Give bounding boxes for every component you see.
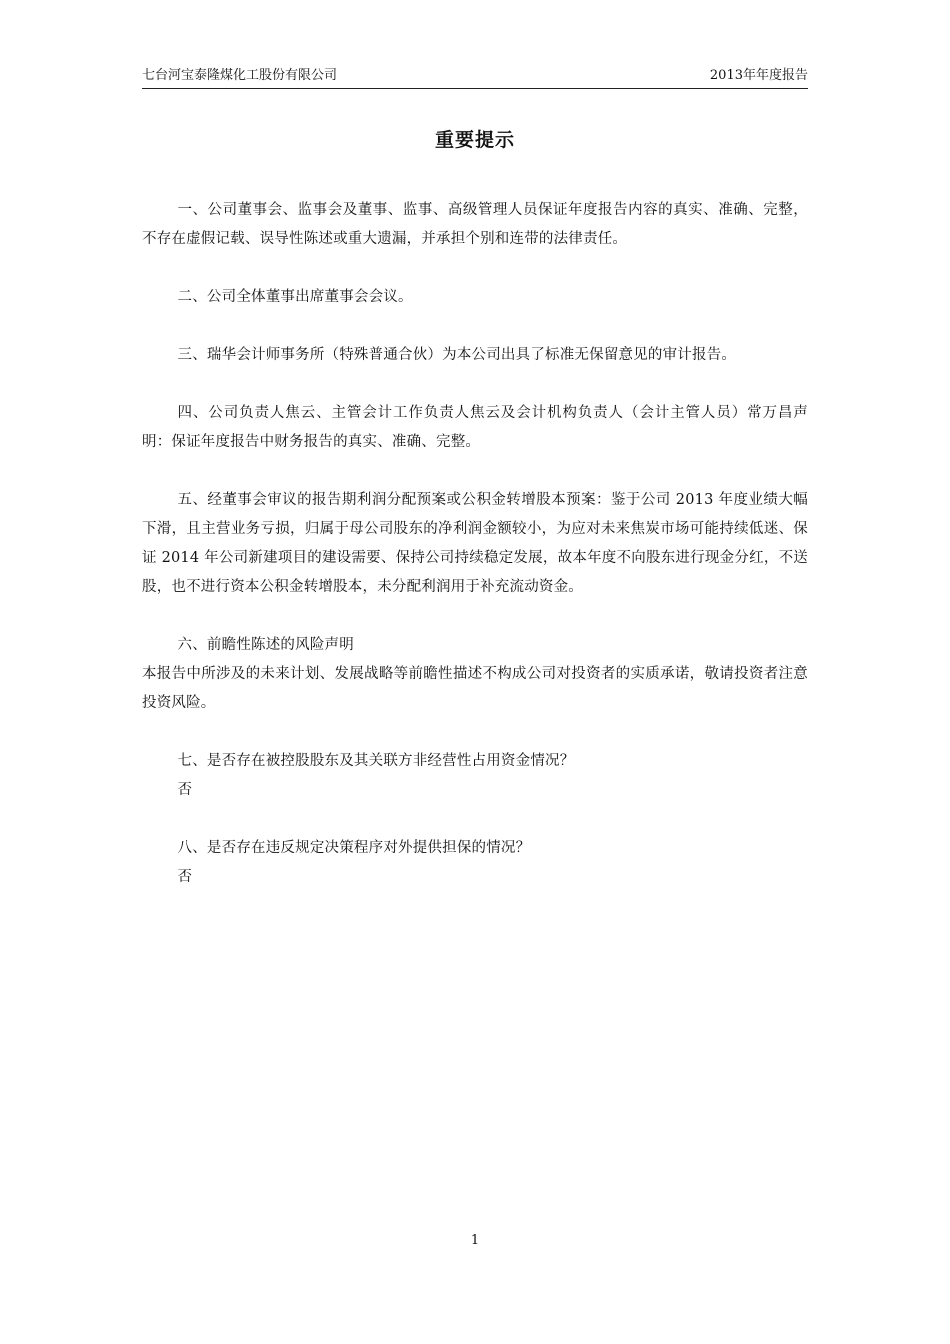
section-6-body: 本报告中所涉及的未来计划、发展战略等前瞻性描述不构成公司对投资者的实质承诺，敬请投资者注意投资风险。 — [142, 666, 808, 711]
section-2-attendance: 二、公司全体董事出席董事会会议。 — [177, 289, 413, 305]
section-6-title: 六、前瞻性陈述的风险声明 — [177, 637, 354, 653]
section-1-responsibility: 一、公司董事会、监事会及董事、监事、高级管理人员保证年度报告内容的真实、准确、完整，不存在虚假记载、误导性陈述或重大遗漏，并承担个别和连带的法律责任。 — [142, 202, 808, 247]
header-company-name: 七台河宝泰隆煤化工股份有限公司 — [142, 68, 338, 83]
section-7-question: 七、是否存在被控股股东及其关联方非经营性占用资金情况？ — [177, 753, 575, 769]
section-7-answer: 否 — [177, 782, 193, 798]
page-header — [142, 66, 808, 89]
section-8-answer: 否 — [177, 869, 193, 885]
section-5-profit-distribution: 五、经董事会审议的报告期利润分配预案或公积金转增股本预案：鉴于公司 2013 年度业绩大幅下滑，且主营业务亏损，归属于母公司股东的净利润金额较小，为应对未来焦炭市场可能持续低迷、保证 2014 年公司新建项目的建设需要、保持公司持续稳定发展，故本年度不向股东进行现金分红，不送股，也不进行资本公积金转增股本，未分配利润用于补充流动资金。 — [142, 492, 808, 595]
section-3-audit: 三、瑞华会计师事务所（特殊普通合伙）为本公司出具了标准无保留意见的审计报告。 — [177, 347, 737, 363]
section-8-question: 八、是否存在违反规定决策程序对外提供担保的情况？ — [177, 840, 531, 856]
document-body — [142, 196, 808, 921]
section-4-declaration: 四、公司负责人焦云、主管会计工作负责人焦云及会计机构负责人（会计主管人员）常万昌声明：保证年度报告中财务报告的真实、准确、完整。 — [142, 405, 808, 450]
header-report-title: 2013年年度报告 — [709, 68, 808, 83]
document-title: 重要提示 — [434, 129, 515, 151]
page-number: 1 — [470, 1233, 480, 1248]
